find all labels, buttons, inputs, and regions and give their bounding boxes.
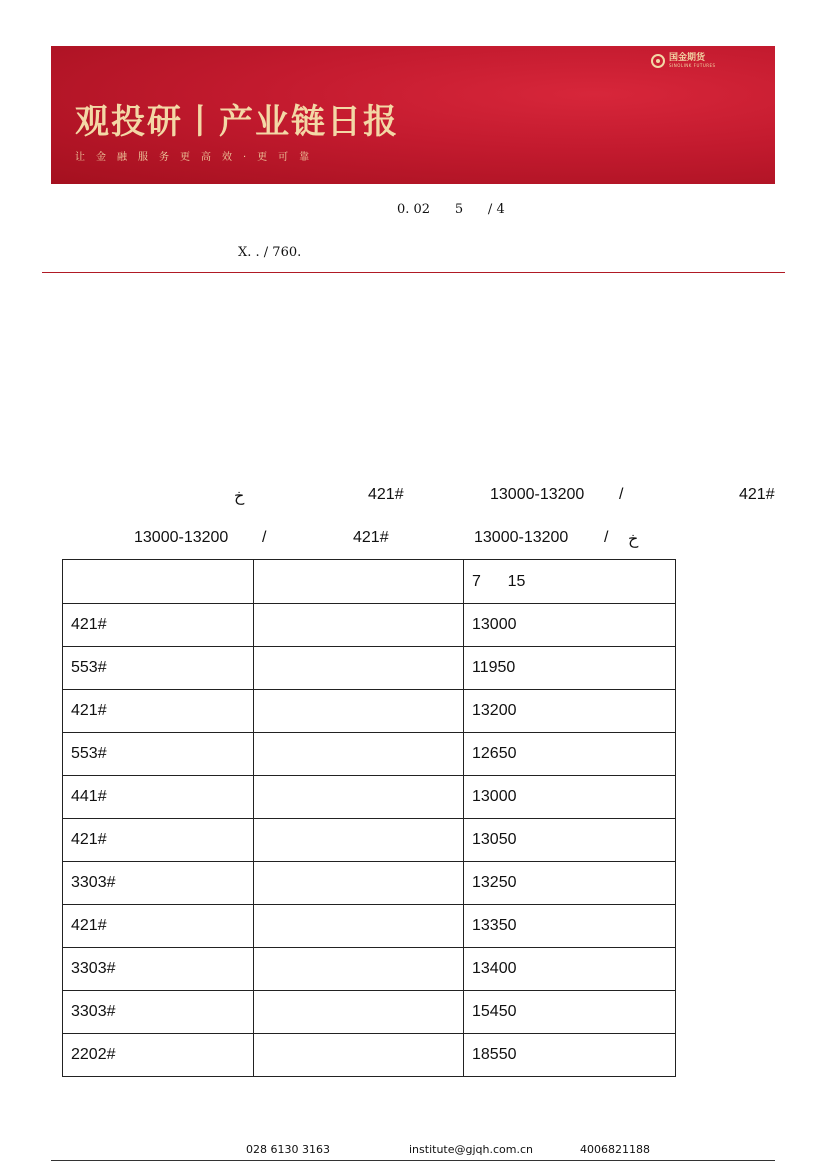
table-row xyxy=(63,647,676,690)
header-banner xyxy=(51,46,775,184)
price-cell: 13000 xyxy=(464,776,676,819)
para-text: / xyxy=(604,529,609,546)
region-cell xyxy=(254,862,464,905)
grade-cell: 3303# xyxy=(63,991,254,1034)
company-logo xyxy=(651,54,716,68)
table-row xyxy=(63,733,676,776)
header-divider xyxy=(42,272,785,273)
price-cell: 13350 xyxy=(464,905,676,948)
region-cell xyxy=(254,604,464,647)
region-cell xyxy=(254,1034,464,1077)
table-row xyxy=(63,1034,676,1077)
grade-cell: 421# xyxy=(63,604,254,647)
logo-name-cn: 国金期货 xyxy=(669,53,706,63)
grade-cell: 421# xyxy=(63,819,254,862)
region-cell xyxy=(254,905,464,948)
report-slogan: 让金融服务更高效·更可靠 xyxy=(75,152,321,163)
table-row xyxy=(63,862,676,905)
grade-cell: 3303# xyxy=(63,948,254,991)
logo-name-en: SINOLINK FUTURES xyxy=(669,63,716,68)
para-text: / xyxy=(619,486,624,503)
price-cell: 18550 xyxy=(464,1034,676,1077)
table-header-cell: 7 15 xyxy=(464,560,676,604)
grade-cell: 553# xyxy=(63,647,254,690)
region-cell xyxy=(254,776,464,819)
logo-mark-icon xyxy=(651,54,665,68)
table-row xyxy=(63,819,676,862)
footer-hotline: 4006821188 xyxy=(580,1143,650,1156)
price-cell: 13000 xyxy=(464,604,676,647)
para-text: خ xyxy=(234,488,245,505)
region-cell xyxy=(254,733,464,776)
price-cell: 13050 xyxy=(464,819,676,862)
para-text: 13000-13200 xyxy=(134,529,229,546)
grade-cell: 421# xyxy=(63,905,254,948)
price-cell: 15450 xyxy=(464,991,676,1034)
footer-divider xyxy=(51,1160,775,1161)
report-meta-line-1: 0. 02 5 / 4 xyxy=(397,202,505,217)
grade-cell: 421# xyxy=(63,690,254,733)
table-row xyxy=(63,604,676,647)
grade-cell: 2202# xyxy=(63,1034,254,1077)
region-cell xyxy=(254,647,464,690)
para-text: خ xyxy=(628,531,639,548)
table-header-cell xyxy=(63,560,254,604)
grade-cell: 553# xyxy=(63,733,254,776)
table-row xyxy=(63,948,676,991)
footer-email[interactable]: institute@gjqh.com.cn xyxy=(409,1143,533,1156)
para-text: / xyxy=(262,529,267,546)
report-meta-line-2: X. . / 760. xyxy=(238,245,302,260)
table-row xyxy=(63,991,676,1034)
para-text: 421# xyxy=(368,486,404,503)
grade-cell: 3303# xyxy=(63,862,254,905)
price-cell: 12650 xyxy=(464,733,676,776)
para-text: 421# xyxy=(739,486,775,503)
footer-phone: 028 6130 3163 xyxy=(246,1143,330,1156)
table-header-row xyxy=(63,560,676,604)
price-cell: 13200 xyxy=(464,690,676,733)
price-cell: 13250 xyxy=(464,862,676,905)
table-row xyxy=(63,690,676,733)
region-cell xyxy=(254,948,464,991)
report-title: 观投研丨产业链日报 xyxy=(75,102,399,142)
para-text: 13000-13200 xyxy=(474,529,569,546)
para-text: 421# xyxy=(353,529,389,546)
region-cell xyxy=(254,690,464,733)
table-row xyxy=(63,776,676,819)
region-cell xyxy=(254,991,464,1034)
price-cell: 11950 xyxy=(464,647,676,690)
table-row xyxy=(63,905,676,948)
region-cell xyxy=(254,819,464,862)
price-table xyxy=(62,559,676,1077)
para-text: 13000-13200 xyxy=(490,486,585,503)
price-cell: 13400 xyxy=(464,948,676,991)
grade-cell: 441# xyxy=(63,776,254,819)
table-header-cell xyxy=(254,560,464,604)
